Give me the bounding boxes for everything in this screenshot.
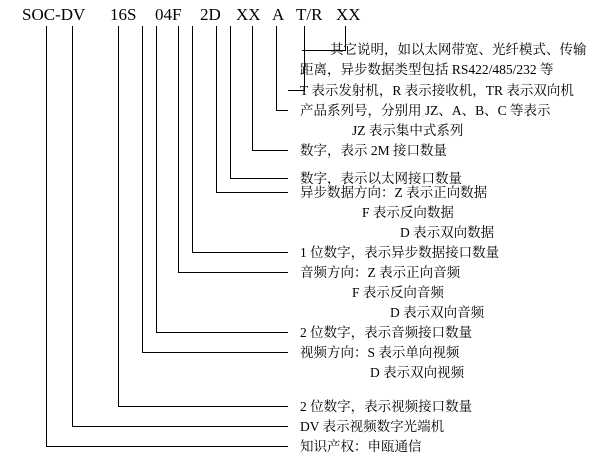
- leader-line-video-direction-horizontal: [142, 352, 288, 353]
- leader-line-async-count-horizontal: [192, 252, 288, 253]
- code-token-soc-dv: SOC-DV: [22, 5, 86, 24]
- leader-line-ethernet-count-horizontal: [230, 178, 288, 179]
- annotation-audio-direction-line3: D 表示双向音频: [390, 305, 485, 320]
- annotation-audio-direction-line2: F 表示反向音频: [352, 285, 444, 300]
- leader-line-async-direction-vertical: [216, 26, 217, 192]
- leader-line-video-count-horizontal: [118, 406, 288, 407]
- annotation-audio-count: 2 位数字，表示音频接口数量: [300, 325, 473, 340]
- leader-line-ethernet-count-vertical: [230, 26, 231, 178]
- leader-line-product-series-vertical: [276, 26, 277, 110]
- leader-line-audio-count-vertical: [156, 26, 157, 332]
- leader-line-audio-count-horizontal: [156, 332, 288, 333]
- leader-line-ip-owner-vertical: [46, 26, 47, 446]
- annotation-other-notes-line2: 距离，异步数据类型包括 RS422/485/232 等: [300, 62, 554, 77]
- leader-line-dv-meaning-horizontal: [72, 426, 288, 427]
- leader-line-video-direction-vertical: [142, 26, 143, 352]
- product-code-row: [0, 4, 611, 30]
- code-token-a: A: [272, 5, 285, 24]
- annotation-dv-meaning: DV 表示视频数字光端机: [300, 419, 445, 434]
- annotation-video-direction-line2: D 表示双向视频: [370, 365, 465, 380]
- leader-line-dv-meaning-vertical: [72, 26, 73, 426]
- leader-line-video-count-vertical: [118, 26, 119, 406]
- annotation-async-direction-line3: D 表示双向数据: [400, 225, 495, 240]
- annotation-audio-direction-line1: 音频方向：Z 表示正向音频: [300, 265, 461, 280]
- annotation-e1-count: 数字，表示 2M 接口数量: [300, 143, 448, 158]
- leader-line-product-series-horizontal: [276, 110, 288, 111]
- annotation-ip-owner: 知识产权：申瓯通信: [300, 439, 422, 454]
- annotation-video-direction-line1: 视频方向：S 表示单向视频: [300, 345, 460, 360]
- leader-line-async-count-vertical: [192, 26, 193, 252]
- annotation-product-series-line1: 产品系列号，分别用 JZ、A、B、C 等表示: [300, 103, 551, 118]
- annotation-product-series-line2: JZ 表示集中式系列: [352, 123, 464, 138]
- annotation-async-direction-line2: F 表示反向数据: [362, 205, 454, 220]
- leader-line-audio-direction-horizontal: [178, 272, 288, 273]
- leader-line-audio-direction-vertical: [178, 26, 179, 272]
- code-token-xx-suffix: XX: [336, 5, 361, 24]
- code-token-04f: 04F: [155, 5, 182, 24]
- annotation-async-count: 1 位数字，表示异步数据接口数量: [300, 245, 500, 260]
- leader-line-e1-count-horizontal: [252, 150, 288, 151]
- code-token-xx-async: XX: [236, 5, 261, 24]
- code-token-t-r: T/R: [296, 5, 323, 24]
- annotation-transmit-receive: T 表示发射机，R 表示接收机，TR 表示双向机: [300, 83, 574, 98]
- annotation-async-direction-line1: 异步数据方向：Z 表示正向数据: [300, 185, 488, 200]
- code-token-16s: 16S: [110, 5, 137, 24]
- annotation-ethernet-count: 数字，表示以太网接口数量: [300, 171, 462, 186]
- annotation-video-count: 2 位数字，表示视频接口数量: [300, 399, 473, 414]
- leader-line-async-direction-horizontal: [216, 192, 288, 193]
- leader-line-ip-owner-horizontal: [46, 446, 288, 447]
- leader-line-e1-count-vertical: [252, 26, 253, 150]
- code-token-2d: 2D: [200, 5, 221, 24]
- annotation-other-notes-line1: 其它说明，如以太网带宽、光纤模式、传输: [330, 42, 587, 57]
